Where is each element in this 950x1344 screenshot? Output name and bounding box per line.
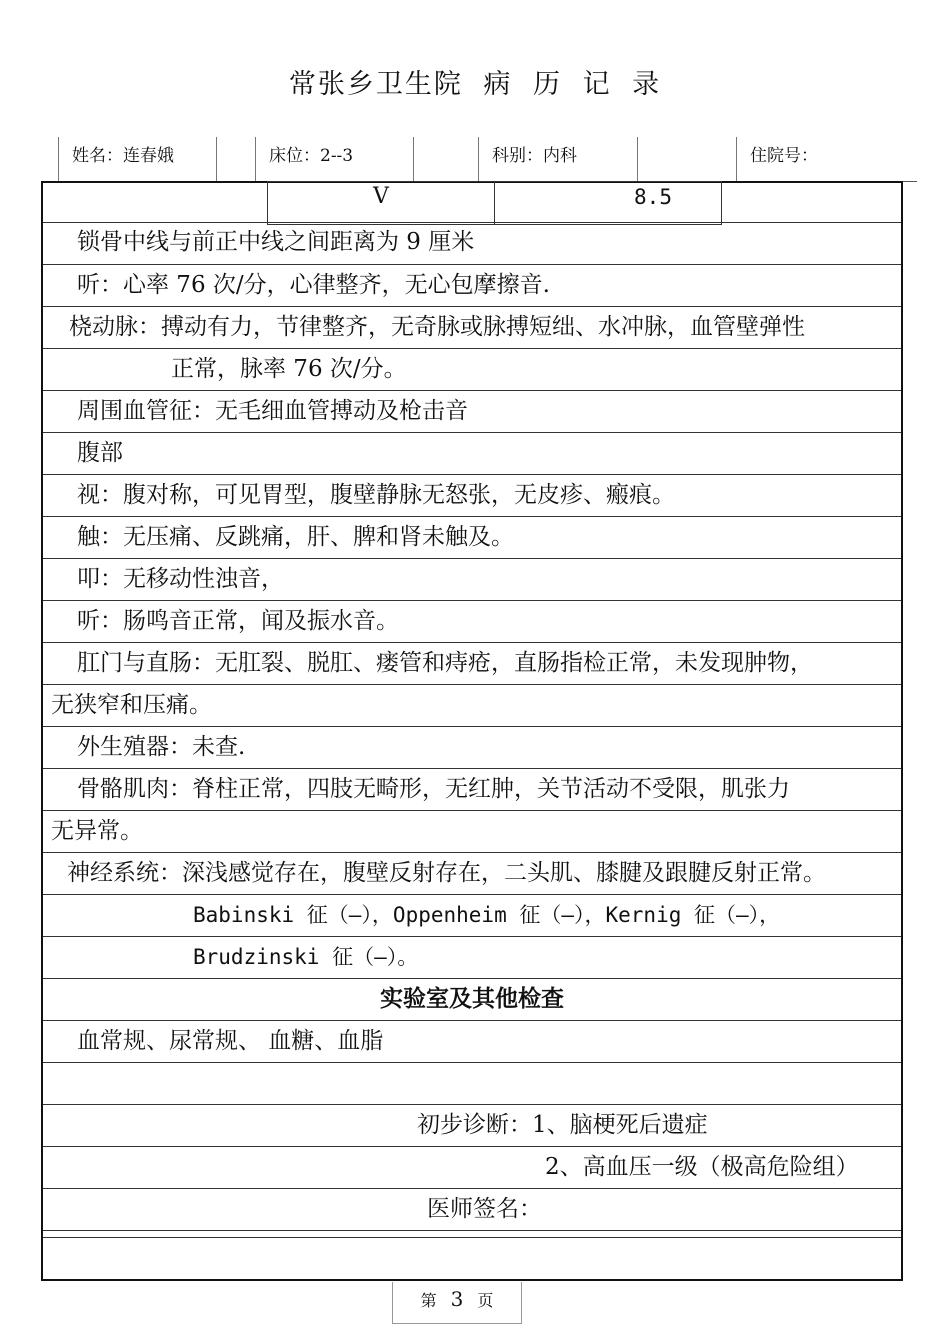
header-divider [216, 137, 217, 181]
record-line: 锁骨中线与前正中线之间距离为 9 厘米 [77, 229, 475, 255]
header-divider [637, 137, 638, 181]
record-line: 听：肠鸣音正常，闻及振水音。 [43, 600, 901, 642]
record-line: 无异常。 [43, 810, 901, 852]
v-cell [267, 181, 495, 225]
record-line: 正常，脉率 76 次/分。 [43, 348, 901, 390]
row-line [43, 1237, 901, 1238]
admission-number: 住院号： [750, 146, 818, 166]
lab-heading-row [43, 978, 901, 1020]
header-divider [736, 137, 737, 181]
signature-line: 医师签名： [43, 1188, 901, 1230]
document-title: 常张乡卫生院 病 历 记 录 [288, 69, 662, 100]
measure-value: 8.5 [634, 185, 672, 209]
header-divider [255, 137, 256, 181]
bed-number: 床位：2--3 [269, 146, 354, 166]
lab-line: 血常规、尿常规、 血糖、血脂 [43, 1020, 901, 1062]
record-line: 视：腹对称，可见胃型，腹壁静脉无怒张，无皮疹、瘢痕。 [43, 474, 901, 516]
record-line: 肛门与直肠：无肛裂、脱肛、瘘管和痔疮，直肠指检正常，未发现肿物， [43, 642, 901, 684]
record-line: Babinski 征（—），Oppenheim 征（—），Kernig 征（—）， [43, 894, 901, 936]
page-number: 第 3 页 [392, 1282, 522, 1324]
record-line: 桡动脉：搏动有力，节律整齐，无奇脉或脉搏短绌、水冲脉，血管壁弹性 [43, 306, 901, 348]
record-line: 听：心率 76 次/分，心律整齐，无心包摩擦音. [43, 264, 901, 306]
record-line: 触：无压痛、反跳痛，肝、脾和肾未触及。 [43, 516, 901, 558]
value-cell [494, 181, 722, 225]
v-value: V [373, 184, 389, 209]
patient-name: 姓名：连春娥 [72, 146, 174, 166]
record-line: 无狭窄和压痛。 [43, 684, 901, 726]
header-divider [413, 137, 414, 181]
record-line: 神经系统：深浅感觉存在，腹壁反射存在，二头肌、膝腱及跟腱反射正常。 [43, 852, 901, 894]
diagnosis-line: 2、高血压一级（极高危险组） [43, 1146, 901, 1188]
lab-heading: 实验室及其他检查 [380, 986, 564, 1012]
record-line: Brudzinski 征（—）。 [43, 936, 901, 978]
record-line: 周围血管征：无毛细血管搏动及枪击音 [43, 390, 901, 432]
diagnosis-line: 初步诊断：1、脑梗死后遗症 [43, 1104, 901, 1146]
header-divider [478, 137, 479, 181]
record-line: 骨骼肌肉：脊柱正常，四肢无畸形，无红肿，关节活动不受限，肌张力 [43, 768, 901, 810]
header-divider [58, 137, 59, 181]
record-line: 腹部 [43, 432, 901, 474]
record-line: 外生殖器：未查. [43, 726, 901, 768]
blank-line [43, 1062, 901, 1104]
record-line: 叩：无移动性浊音， [43, 558, 901, 600]
department: 科别：内科 [492, 146, 577, 166]
